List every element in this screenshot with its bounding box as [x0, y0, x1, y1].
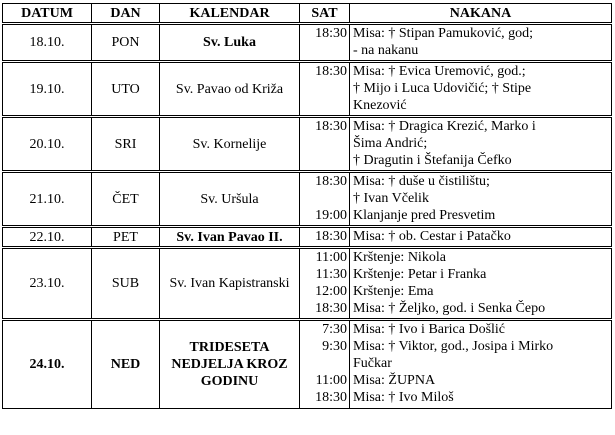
intention-line: † Dragutin i Štefanija Čefko	[353, 153, 512, 168]
day-cell: SRI	[92, 117, 160, 172]
calendar-cell: Sv. Ivan Pavao II.	[160, 227, 300, 248]
header-day: DAN	[92, 4, 160, 24]
intention-line: Krštenje: Nikola	[353, 250, 446, 265]
header-intention: NAKANA	[350, 4, 612, 24]
intention-cell	[350, 62, 612, 117]
intention-line: Misa: † Ivo i Barica Došlić	[353, 322, 506, 337]
intention-cell	[350, 117, 612, 172]
time-cell	[300, 24, 350, 62]
time-cell	[300, 62, 350, 117]
intention-line: - na nakanu	[353, 43, 419, 58]
time-entry: 18:30	[315, 26, 347, 41]
schedule-row	[3, 248, 612, 320]
time-entry: 7:30	[322, 322, 347, 337]
time-entry	[300, 42, 347, 59]
intention-line: Knezović	[353, 98, 407, 113]
intention-cell	[350, 227, 612, 248]
time-entry: 11:00	[315, 250, 347, 265]
intention-cell	[350, 172, 612, 227]
intention-line: Klanjanje pred Presvetim	[353, 208, 496, 223]
time-entry	[300, 190, 347, 207]
time-entry: 18:30	[315, 174, 347, 189]
time-cell	[300, 227, 350, 248]
time-entry: 18:30	[315, 64, 347, 79]
date-cell: 22.10.	[3, 227, 92, 248]
intention-line: Misa: ŽUPNA	[353, 373, 436, 388]
intention-line: Misa: † Dragica Krezić, Marko i	[353, 119, 536, 134]
intention-line: Fučkar	[353, 356, 392, 371]
intention-line: Šima Andrić;	[353, 136, 428, 151]
schedule-row	[3, 24, 612, 62]
date-cell: 19.10.	[3, 62, 92, 117]
day-cell: PET	[92, 227, 160, 248]
date-cell: 23.10.	[3, 248, 92, 320]
intention-line: Misa: † duše u čistilištu;	[353, 174, 490, 189]
header-time: SAT	[300, 4, 350, 24]
time-entry: 18:30	[315, 229, 347, 244]
time-cell	[300, 172, 350, 227]
header-date: DATUM	[3, 4, 92, 24]
intention-line: Misa: † Evica Uremović, god.;	[353, 64, 526, 79]
day-cell: UTO	[92, 62, 160, 117]
schedule-row	[3, 227, 612, 248]
time-entry: 18:30	[315, 119, 347, 134]
header-row	[3, 4, 612, 24]
intention-line: Misa: † Viktor, god., Josipa i Mirko	[353, 339, 554, 354]
schedule-row	[3, 320, 612, 409]
intention-cell	[350, 320, 612, 409]
date-cell: 20.10.	[3, 117, 92, 172]
intention-cell	[350, 248, 612, 320]
date-cell: 24.10.	[3, 320, 92, 409]
day-cell: ČET	[92, 172, 160, 227]
time-entry: 11:30	[315, 267, 347, 282]
time-cell	[300, 320, 350, 409]
time-cell	[300, 248, 350, 320]
day-cell: SUB	[92, 248, 160, 320]
intention-line: Krštenje: Ema	[353, 284, 434, 299]
intention-line: Misa: † ob. Cestar i Patačko	[353, 229, 511, 244]
calendar-cell: Sv. Luka	[160, 24, 300, 62]
calendar-cell: Sv. Kornelije	[160, 117, 300, 172]
day-cell: PON	[92, 24, 160, 62]
intention-line: † Ivan Včelik	[353, 191, 429, 206]
calendar-cell: Sv. Ivan Kapistranski	[160, 248, 300, 320]
calendar-cell: Sv. Pavao od Križa	[160, 62, 300, 117]
date-cell: 21.10.	[3, 172, 92, 227]
schedule-row	[3, 117, 612, 172]
time-cell	[300, 117, 350, 172]
intention-line: Misa: † Željko, god. i Senka Čepo	[353, 301, 546, 316]
intention-cell	[350, 24, 612, 62]
mass-schedule-table	[2, 3, 612, 409]
intention-line: Misa: † Stipan Pamuković, god;	[353, 26, 534, 41]
time-entry: 19:00	[315, 208, 347, 223]
time-entry: 11:00	[315, 373, 347, 388]
schedule-row	[3, 62, 612, 117]
calendar-cell: Sv. Uršula	[160, 172, 300, 227]
time-entry: 12:00	[315, 284, 347, 299]
date-cell: 18.10.	[3, 24, 92, 62]
time-entry	[300, 355, 347, 372]
intention-line: Misa: † Ivo Miloš	[353, 390, 454, 405]
time-entry: 9:30	[322, 339, 347, 354]
day-cell: NED	[92, 320, 160, 409]
time-entry: 18:30	[315, 301, 347, 316]
header-calendar: KALENDAR	[160, 4, 300, 24]
intention-line: Krštenje: Petar i Franka	[353, 267, 487, 282]
time-entry: 18:30	[315, 390, 347, 405]
intention-line: † Mijo i Luca Udovičić; † Stipe	[353, 81, 532, 96]
schedule-row	[3, 172, 612, 227]
calendar-cell: TRIDESETA NEDJELJA KROZ GODINU	[160, 320, 300, 409]
